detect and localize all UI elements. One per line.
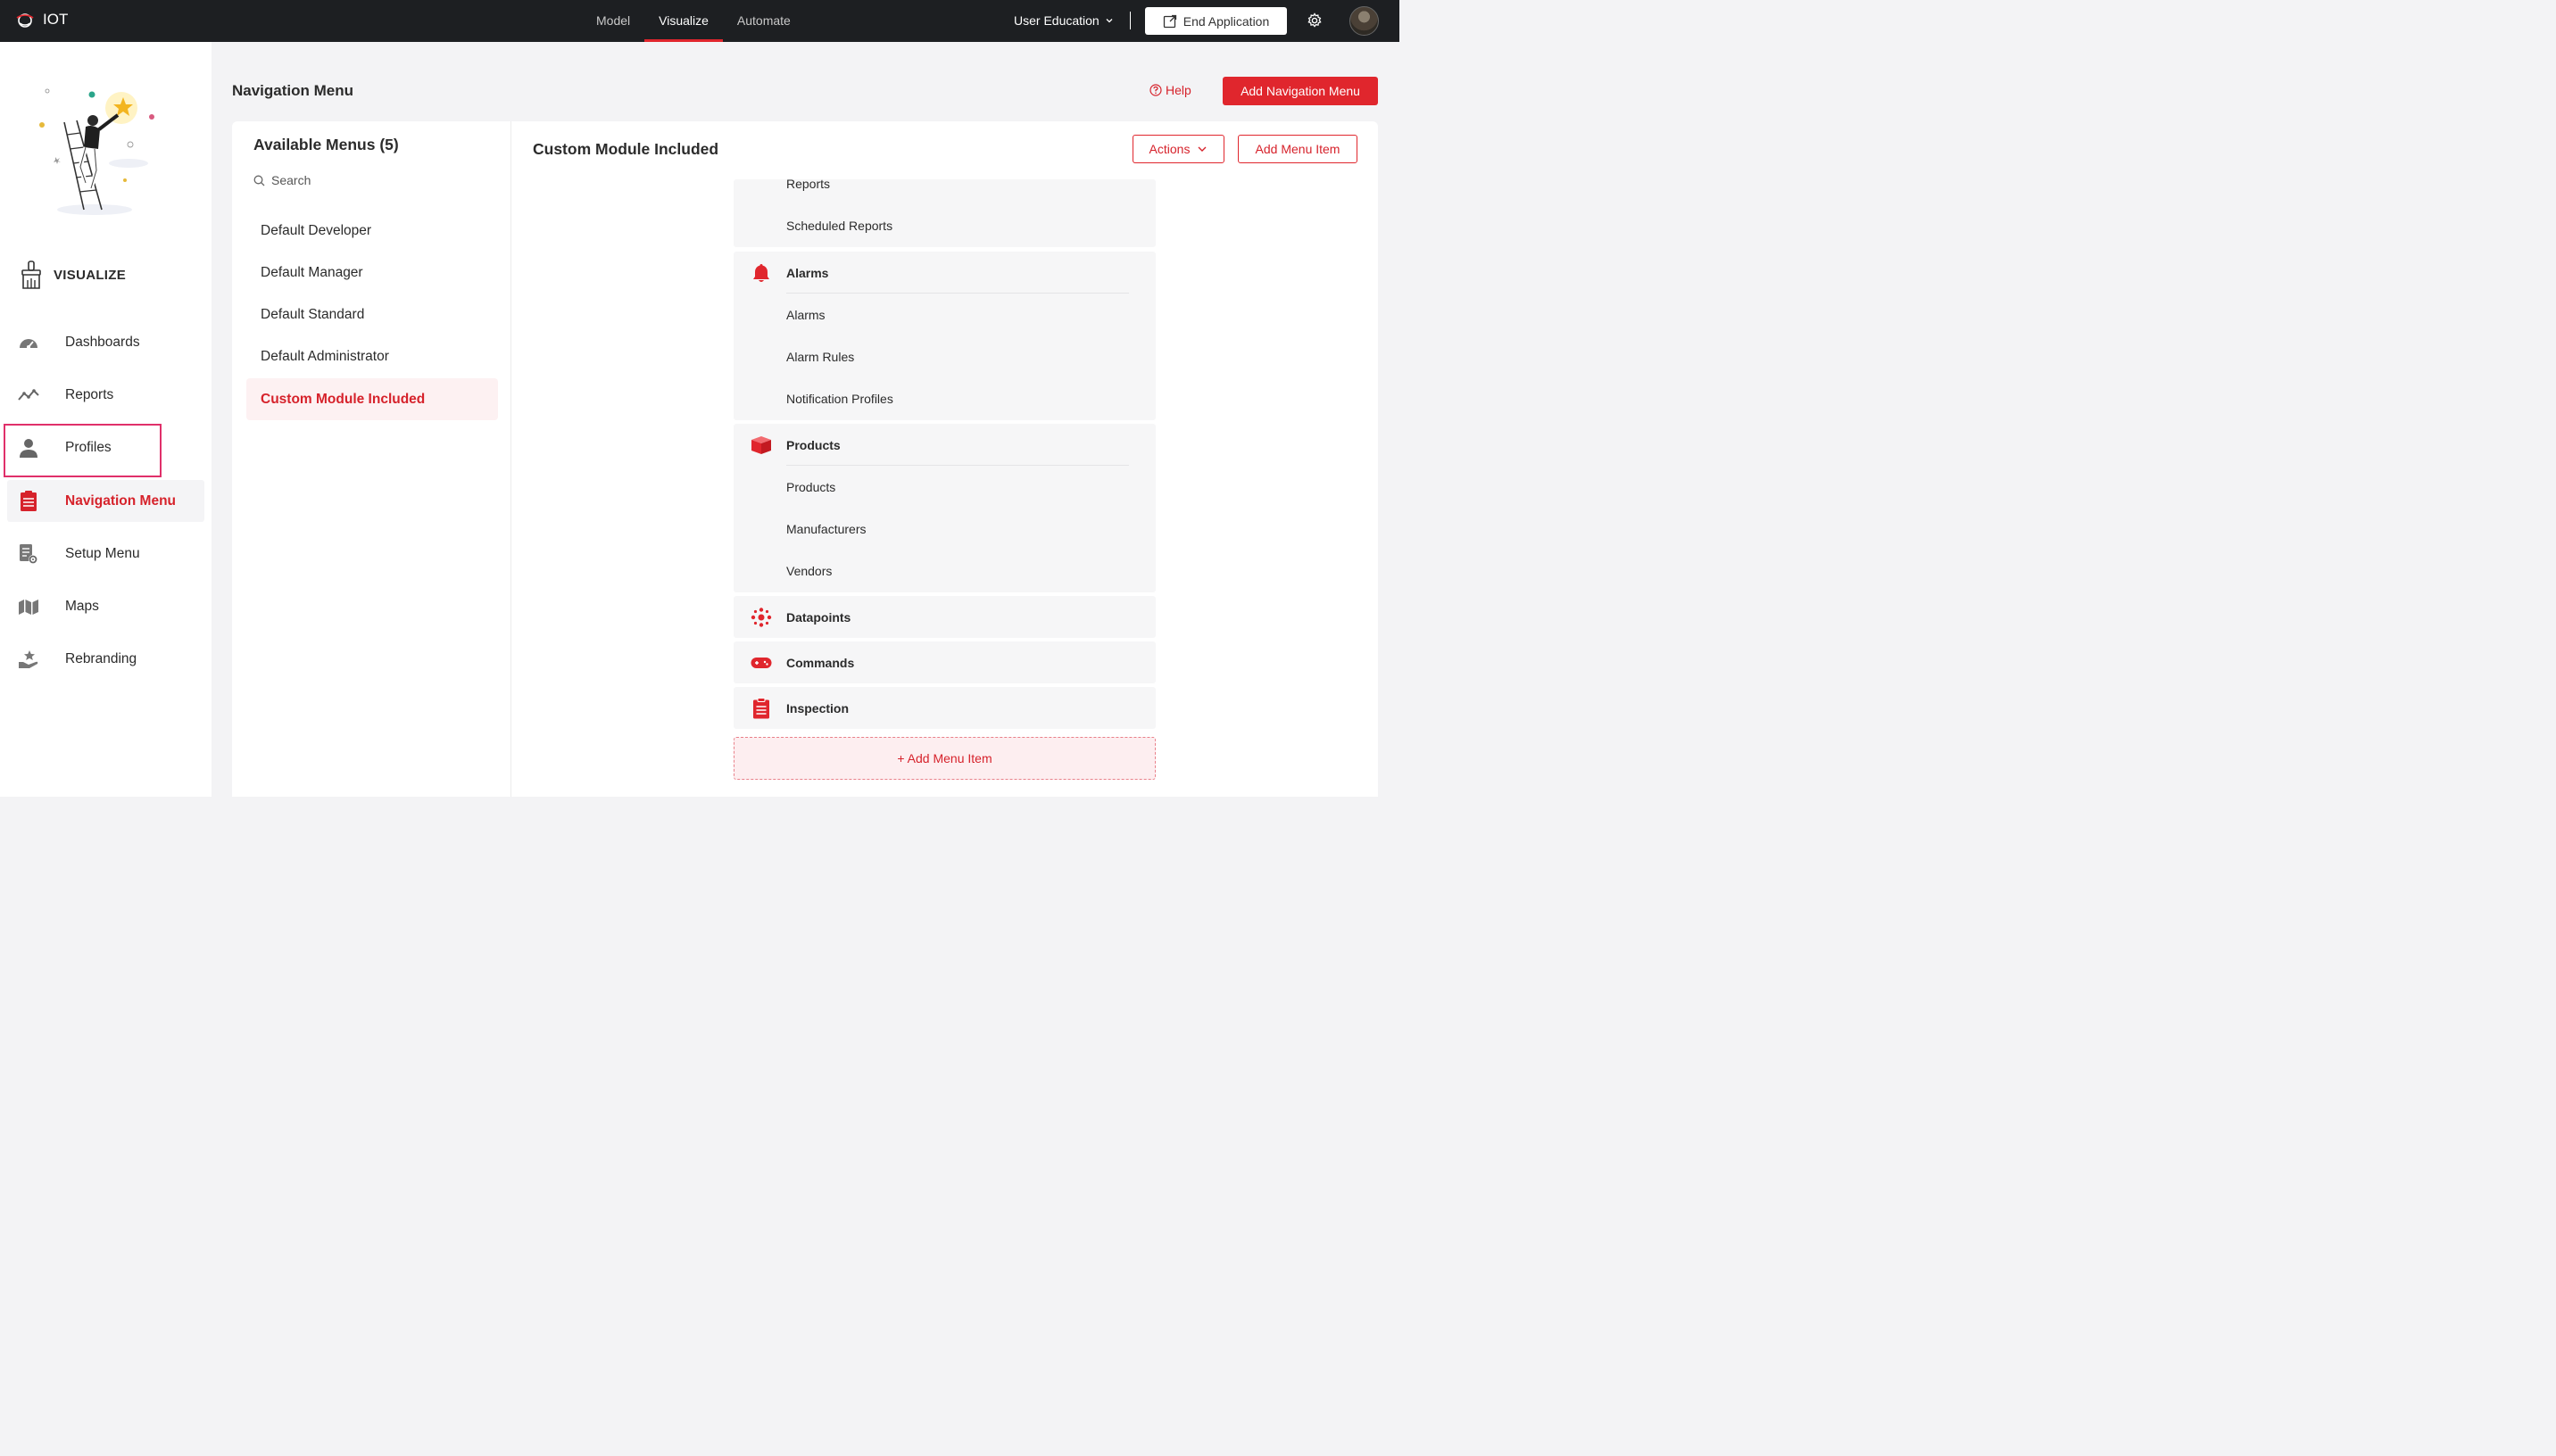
search-input[interactable] — [253, 173, 311, 187]
tab-automate[interactable]: Automate — [736, 13, 791, 28]
map-icon — [18, 598, 39, 616]
menu-group-inspection[interactable] — [734, 687, 1156, 729]
menu-sub-item[interactable]: Products — [786, 479, 836, 494]
add-navigation-menu-button[interactable]: Add Navigation Menu — [1223, 77, 1378, 105]
sidebar-item-setup-menu[interactable] — [7, 533, 204, 575]
available-menus-pane — [232, 121, 511, 797]
app-brand[interactable] — [14, 11, 68, 29]
actions-label: Actions — [1149, 142, 1191, 156]
menu-group-header[interactable] — [734, 596, 1156, 638]
chevron-down-icon — [1105, 16, 1114, 25]
menu-item-default-developer[interactable]: Default Developer — [261, 222, 372, 238]
box-icon — [751, 435, 772, 455]
sidebar-item-dashboards[interactable] — [7, 321, 204, 363]
menu-sub-item[interactable]: Manufacturers — [786, 521, 867, 536]
sidebar-item-label: Setup Menu — [65, 545, 140, 561]
sidebar-item-label: Navigation Menu — [65, 492, 177, 509]
menu-group-label: Alarms — [786, 265, 829, 280]
iot-logo-icon — [14, 11, 36, 29]
help-link[interactable] — [1149, 83, 1191, 97]
sidebar — [0, 42, 212, 797]
section-title — [20, 261, 126, 289]
menu-group-reports — [734, 176, 1156, 247]
tab-visualize[interactable]: Visualize — [644, 0, 723, 42]
menu-item-default-administrator[interactable]: Default Administrator — [261, 348, 389, 364]
menu-sub-item[interactable]: Vendors — [786, 563, 833, 578]
menu-sub-item[interactable]: Scheduled Reports — [786, 218, 893, 233]
tab-model[interactable]: Model — [596, 13, 631, 28]
menu-sub-item[interactable]: Reports — [786, 176, 831, 191]
add-menu-item-button[interactable]: Add Menu Item — [1238, 135, 1357, 163]
add-menu-item-dropzone[interactable]: + Add Menu Item — [734, 737, 1156, 780]
menu-sub-item[interactable]: Alarm Rules — [786, 349, 855, 364]
top-bar — [0, 0, 1399, 42]
menu-sub-item[interactable]: Alarms — [786, 307, 826, 322]
menu-group-header[interactable] — [734, 687, 1156, 729]
menu-group-label: Inspection — [786, 700, 850, 716]
avatar[interactable] — [1349, 6, 1379, 36]
ladder-illustration — [32, 85, 159, 219]
chevron-down-icon — [1197, 144, 1207, 154]
sidebar-item-label: Rebranding — [65, 650, 137, 666]
menu-group-label: Products — [786, 437, 841, 452]
menu-list-icon — [20, 491, 37, 512]
page-title: Navigation Menu — [232, 82, 354, 99]
menu-group-products[interactable] — [734, 424, 1156, 592]
menu-group-header[interactable] — [734, 424, 1156, 466]
external-link-icon — [1163, 14, 1177, 29]
hand-star-icon — [18, 649, 39, 669]
top-nav-tabs — [582, 0, 805, 42]
search-icon — [253, 175, 265, 186]
divider — [1130, 12, 1131, 29]
sidebar-item-label: Profiles — [65, 439, 112, 455]
actions-dropdown[interactable] — [1133, 135, 1224, 163]
sidebar-item-reports[interactable] — [7, 374, 204, 416]
datapoints-icon — [751, 608, 772, 627]
help-label: Help — [1166, 83, 1191, 97]
clipboard-icon — [752, 698, 770, 719]
menu-group-commands[interactable] — [734, 641, 1156, 683]
section-title-label: VISUALIZE — [54, 267, 127, 283]
user-icon — [18, 437, 39, 459]
gamepad-icon — [751, 657, 772, 669]
gear-icon[interactable] — [1307, 12, 1323, 29]
menu-sub-item[interactable]: Notification Profiles — [786, 391, 893, 406]
org-label: User Education — [1014, 13, 1100, 28]
sidebar-item-label: Maps — [65, 598, 99, 614]
sidebar-item-navigation-menu[interactable] — [7, 480, 204, 522]
menu-group-label: Commands — [786, 655, 855, 670]
sidebar-item-profiles[interactable] — [7, 426, 204, 468]
menu-item-default-standard[interactable]: Default Standard — [261, 306, 365, 322]
app-name: IOT — [43, 11, 69, 28]
speedometer-icon — [18, 334, 39, 352]
end-application-label: End Application — [1183, 13, 1270, 29]
menu-group-header[interactable] — [734, 641, 1156, 683]
menu-group-alarms[interactable] — [734, 252, 1156, 420]
search-placeholder: Search — [271, 173, 311, 187]
line-chart-icon — [18, 388, 39, 402]
menu-item-custom-module-included[interactable]: Custom Module Included — [246, 378, 498, 420]
divider — [786, 465, 1129, 466]
menu-group-label: Datapoints — [786, 609, 851, 625]
content-card — [232, 121, 1378, 797]
setup-list-icon — [19, 543, 38, 565]
sidebar-item-rebranding[interactable] — [7, 638, 204, 680]
org-selector[interactable] — [1014, 13, 1114, 28]
menu-group-header[interactable] — [734, 252, 1156, 294]
end-application-button[interactable] — [1145, 7, 1287, 35]
divider — [786, 293, 1129, 294]
menu-item-default-manager[interactable]: Default Manager — [261, 264, 363, 280]
menu-group-datapoints[interactable] — [734, 596, 1156, 638]
available-menus-title: Available Menus (5) — [253, 136, 399, 153]
bell-icon — [752, 263, 770, 283]
help-circle-icon — [1149, 84, 1162, 96]
selected-menu-title: Custom Module Included — [533, 140, 719, 158]
sidebar-item-label: Reports — [65, 386, 114, 402]
sidebar-item-maps[interactable] — [7, 585, 204, 627]
paint-brush-icon — [20, 261, 43, 289]
sidebar-item-label: Dashboards — [65, 334, 140, 350]
